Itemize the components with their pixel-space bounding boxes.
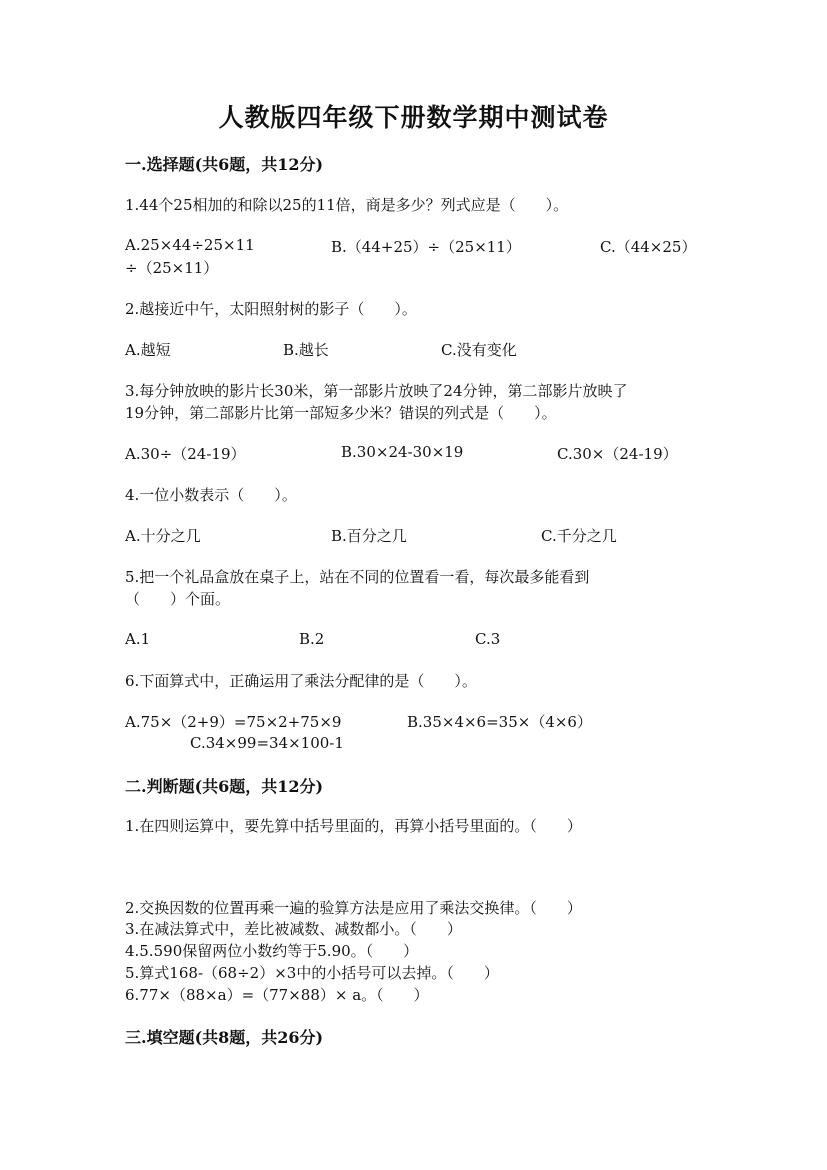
judgment-item-2: 2.交换因数的位置再乘一遍的验算方法是应用了乘法交换律。（ ） [125,899,582,917]
question-1: 1.44个25相加的和除以25的11倍，商是多少？列式应是（ ）。 [125,196,569,214]
question-5-line-2: （ ）个面。 [125,590,231,608]
q1-option-b: B.（44+25）÷（25×11） [331,238,521,256]
question-3-line-1: 3.每分钟放映的影片长30米，第一部影片放映了24分钟，第二部影片放映了 [125,382,628,400]
judgment-item-6: 6.77×（88×a）=（77×88）× a。（ ） [125,986,429,1004]
q6-option-b: B.35×4×6=35×（4×6） [407,713,592,731]
q2-option-c: C.没有变化 [441,341,517,359]
q6-option-c: C.34×99=34×100-1 [190,734,344,752]
judgment-item-4: 4.5.590保留两位小数约等于5.90。（ ） [125,942,419,960]
q4-option-b: B.百分之几 [331,527,407,545]
q1-option-a: A.25×44÷25×11 [125,236,255,254]
q1-option-c-continued: ÷（25×11） [125,259,219,277]
q2-option-b: B.越长 [283,341,329,359]
q3-option-c: C.30×（24-19） [557,445,678,463]
section-1-heading: 一.选择题(共6题，共12分) [125,155,324,174]
question-6: 6.下面算式中，正确运用了乘法分配律的是（ ）。 [125,672,477,690]
q4-option-a: A.十分之几 [125,527,201,545]
q6-option-a: A.75×（2+9）=75×2+75×9 [125,713,342,731]
q5-option-a: A.1 [125,630,151,648]
judgment-item-5: 5.算式168-（68÷2）×3中的小括号可以去掉。（ ） [125,964,499,982]
section-3-heading: 三.填空题(共8题，共26分) [125,1028,324,1047]
question-5-line-1: 5.把一个礼品盒放在桌子上，站在不同的位置看一看，每次最多能看到 [125,568,590,586]
question-2: 2.越接近中午，太阳照射树的影子（ ）。 [125,300,417,318]
page-title: 人教版四年级下册数学期中测试卷 [218,103,609,132]
q3-option-a: A.30÷（24-19） [125,445,246,463]
q2-option-a: A.越短 [125,341,171,359]
section-2-heading: 二.判断题(共6题，共12分) [125,777,324,796]
q4-option-c: C.千分之几 [541,527,617,545]
judgment-item-3: 3.在减法算式中，差比被减数、减数都小。（ ） [125,920,462,938]
question-4: 4.一位小数表示（ ）。 [125,486,297,504]
q5-option-b: B.2 [299,630,325,648]
q5-option-c: C.3 [475,630,501,648]
judgment-item-1: 1.在四则运算中，要先算中括号里面的，再算小括号里面的。（ ） [125,817,582,835]
question-3-line-2: 19分钟，第二部影片比第一部短多少米？错误的列式是（ ）。 [125,404,557,422]
q1-option-c: C.（44×25） [600,238,697,256]
q3-option-b: B.30×24-30×19 [341,443,464,461]
